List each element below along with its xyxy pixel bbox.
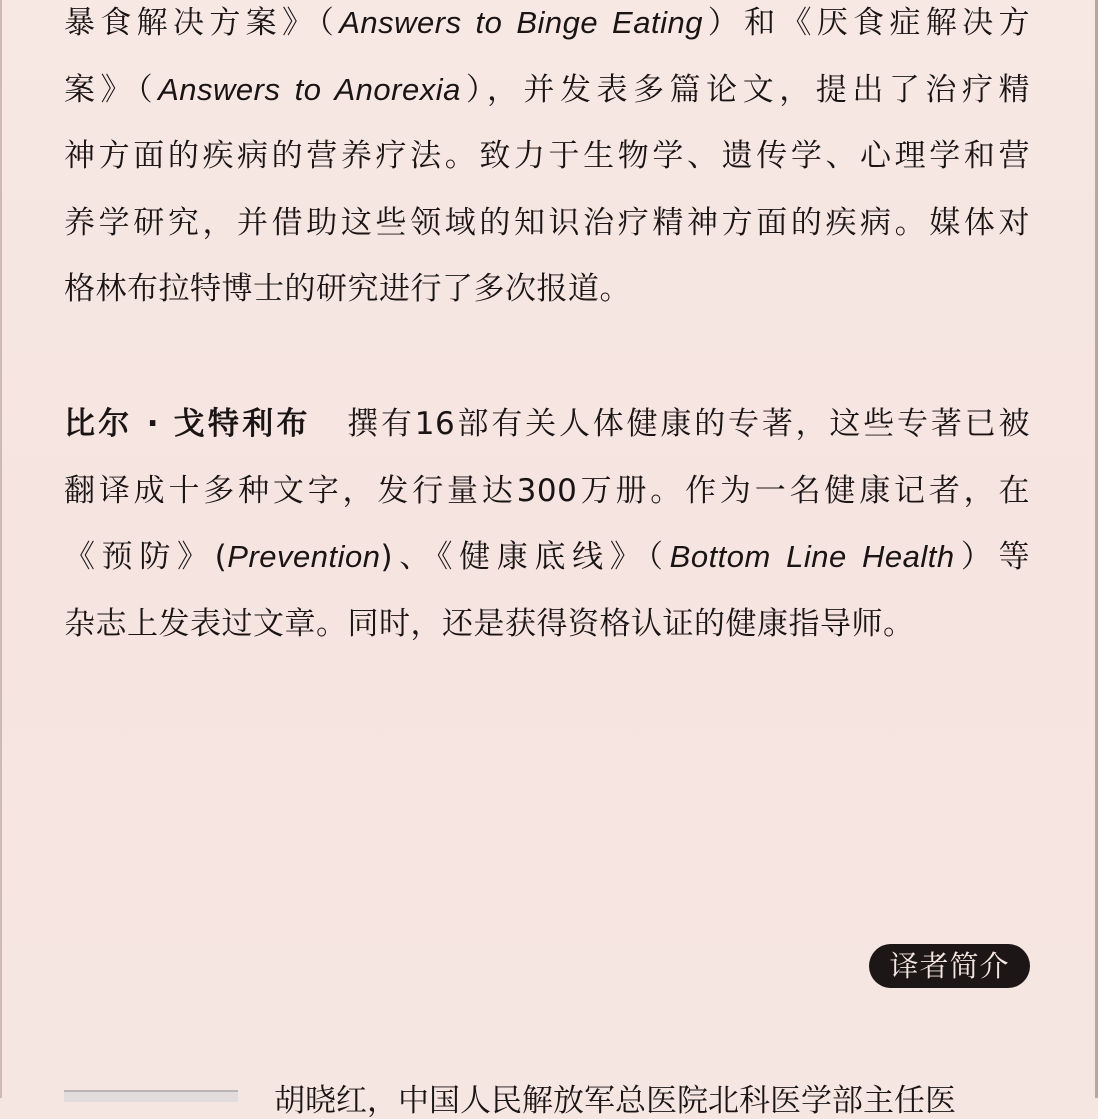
author-bio-paragraph: [64, 0, 1030, 323]
author-name: 比尔 · 戈特利布: [64, 406, 311, 442]
page-left-edge: [0, 0, 2, 1098]
cutoff-bottom-section: [64, 1083, 1044, 1119]
text-line: 暴食解决方案》（Answers to Binge Eating）和《厌食症解决方: [64, 5, 1031, 41]
text-line: 案》（Answers to Anorexia），并发表多篇论文，提出了治疗精: [64, 71, 1031, 108]
coauthor-bio-paragraph: [64, 391, 1030, 657]
english-title: Answers to Binge Eating: [339, 5, 703, 40]
text-line: 《预防》(Prevention)、《健康底线》（Bottom Line Health）等: [64, 539, 1030, 575]
english-title: Prevention: [227, 539, 381, 574]
text-line: 翻译成十多种文字，发行量达300万册。作为一名健康记者，在: [64, 472, 1030, 509]
text-line: 养学研究，并借助这些领域的知识治疗精神方面的疾病。媒体对: [64, 204, 1030, 241]
text-line: 神方面的疾病的营养疗法。致力于生物学、遗传学、心理学和营: [64, 138, 1030, 174]
english-title: Bottom Line Health: [669, 539, 955, 574]
translator-intro-badge: 译者简介: [869, 944, 1030, 988]
translator-photo: [64, 1090, 238, 1102]
text-line: 比尔 · 戈特利布 撰有16部有关人体健康的专著，这些专著已被: [64, 406, 1030, 442]
cutoff-text: 胡晓红，中国人民解放军总医院北科医学部主任医: [274, 1083, 956, 1119]
text-line: 杂志上发表过文章。同时，还是获得资格认证的健康指导师。: [64, 605, 915, 642]
english-title: Answers to Anorexia: [158, 71, 461, 107]
text-line: 格林布拉特博士的研究进行了多次报道。: [64, 271, 631, 307]
